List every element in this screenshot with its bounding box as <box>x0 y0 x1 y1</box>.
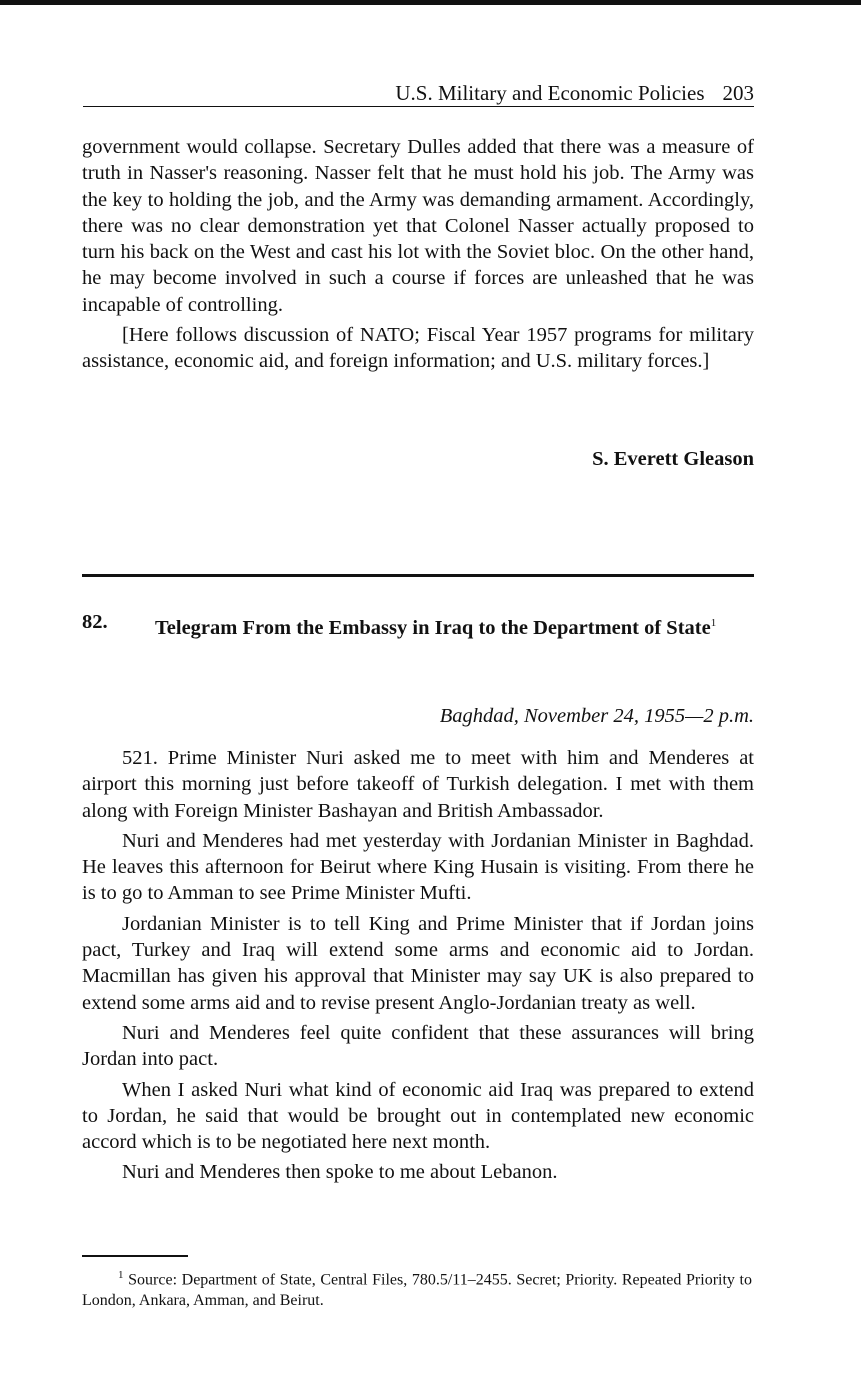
body-paragraph: When I asked Nuri what kind of economic aid Iraq was prepared to extend to Jordan, he said that would be brought out in contemplated new economic accord which is to be negotiated here next month. <box>82 1078 754 1154</box>
body-paragraph: Jordanian Minister is to tell King and Prime Minister that if Jordan joins pact, Turkey and Iraq will extend some arms and economic aid to Jordan. Macmillan has given his approval that Minister may say UK is also prepared to extend some arms aid and to revise present Anglo-Jordanian treaty as well. <box>82 912 754 1014</box>
continuation-paragraph: government would collapse. Secretary Dulles added that there was a measure of truth in Nasser's reasoning. Nasser felt that he must hold his job. The Army was the key to holding the job, and the Army was demanding armament. Accordingly, there was no clear demonstration yet that Colonel Nasser actually proposed to turn his back on the West and cast his lot with the Soviet bloc. On the other hand, he may become involved in such a course if forces are unleashed that he was incapable of controlling. <box>82 136 754 316</box>
body-paragraph: Nuri and Menderes had met yesterday with Jordanian Minister in Baghdad. He leaves this afternoon for Beirut where King Husain is visiting. From there he is to go to Amman to see Prime Minister Mufti. <box>82 829 754 905</box>
footnote-marker: 1 <box>118 1269 124 1281</box>
section-divider <box>82 574 754 577</box>
body-paragraph: 521. Prime Minister Nuri asked me to meet with him and Menderes at airport this morning just before takeoff of Turkish delegation. I met with them along with Foreign Minister Bashayan and British Ambassador. <box>82 747 754 822</box>
continuation-text <box>82 134 754 375</box>
document-number: 82. <box>82 611 108 633</box>
dateline: Baghdad, November 24, 1955—2 p.m. <box>439 705 754 727</box>
running-head <box>83 80 754 107</box>
editorial-note: [Here follows discussion of NATO; Fiscal Year 1957 programs for military assistance, economic aid, and foreign information; and U.S. military forces.] <box>82 324 754 373</box>
document-footnote-marker: 1 <box>710 617 717 629</box>
page-top-border <box>0 0 861 5</box>
footnote <box>82 1265 752 1311</box>
document-title <box>155 611 755 640</box>
footnote-rule <box>82 1255 188 1257</box>
page-number: 203 <box>722 81 754 105</box>
body-paragraph: Nuri and Menderes then spoke to me about Lebanon. <box>122 1161 558 1184</box>
footnote-text: Source: Department of State, Central Files, 780.5/11–2455. Secret; Priority. Repeated Priority to London, Ankara, Amman, and Beirut. <box>82 1271 753 1310</box>
telegram-body <box>82 745 754 1186</box>
document-title-text: Telegram From the Embassy in Iraq to the Department of State <box>155 616 711 639</box>
body-paragraph: Nuri and Menderes feel quite confident that these assurances will bring Jordan into pact. <box>82 1021 754 1071</box>
signature: S. Everett Gleason <box>592 448 754 470</box>
running-head-title: U.S. Military and Economic Policies <box>395 81 705 105</box>
